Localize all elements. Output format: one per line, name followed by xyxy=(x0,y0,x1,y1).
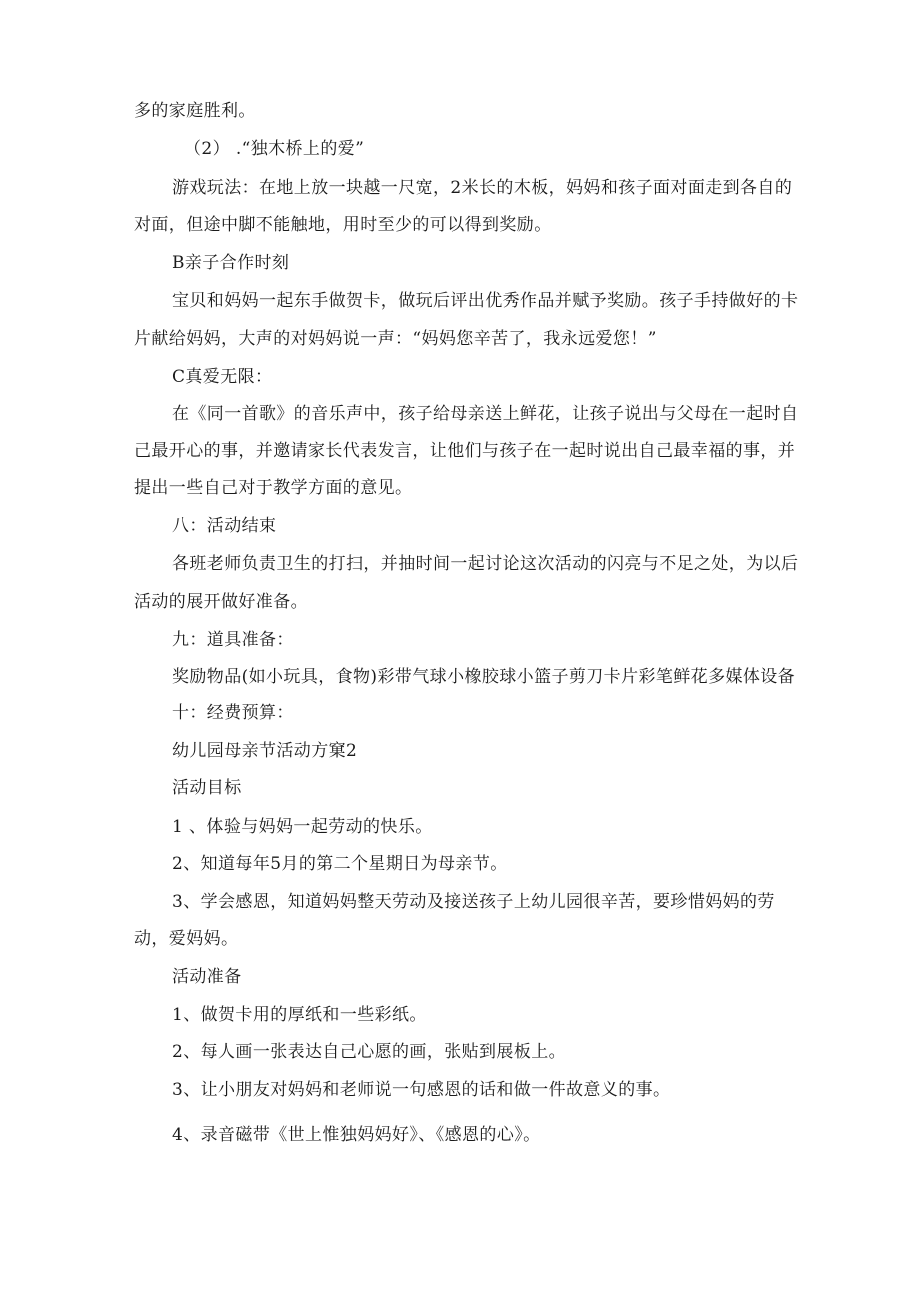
goal-2: 2、知道每年5月的第二个星期日为母亲节。 xyxy=(172,854,508,874)
line-continuation-family-win: 多的家庭胜利。 xyxy=(134,101,256,121)
game-rules-line-1: 游戏玩法：在地上放一块越一尺宽，2米长的木板，妈妈和孩子面对面走到各自的 xyxy=(172,178,793,198)
section-10-heading: 十：经费预算： xyxy=(172,703,294,723)
prep-4: 4、录音磁带《世上惟独妈妈好》、《感恩的心》。 xyxy=(172,1125,541,1145)
section-c-heading: C真爱无限： xyxy=(172,367,273,387)
section-b-line-1: 宝贝和妈妈一起东手做贺卡，做玩后评出优秀作品并赋予奖励。孩子手持做好的卡 xyxy=(172,291,799,311)
game-2-heading: （2） .“独木桥上的爱” xyxy=(184,139,365,159)
prep-2: 2、每人画一张表达自己心愿的画，张贴到展板上。 xyxy=(172,1042,567,1062)
goal-3-line-2: 动，爱妈妈。 xyxy=(134,929,239,949)
section-9-items: 奖励物品(如小玩具，食物)彩带气球小橡胶球小篮子剪刀卡片彩笔鲜花多媒体设备 xyxy=(172,667,796,687)
section-9-heading: 九：道具准备： xyxy=(172,630,294,650)
goal-1: 1 、体验与妈妈一起劳动的快乐。 xyxy=(172,817,433,837)
section-c-line-1: 在《同一首歌》的音乐声中，孩子给母亲送上鲜花，让孩子说出与父母在一起时自 xyxy=(172,404,799,424)
section-c-line-3: 提出一些自己对于教学方面的意见。 xyxy=(134,478,413,498)
game-rules-line-2: 对面，但途中脚不能触地，用时至少的可以得到奖励。 xyxy=(134,215,552,235)
section-8-heading: 八：活动结束 xyxy=(172,516,277,536)
prep-1: 1、做贺卡用的厚纸和一些彩纸。 xyxy=(172,1005,427,1025)
section-8-line-2: 活动的展开做好准备。 xyxy=(134,592,308,612)
prep-3: 3、让小朋友对妈妈和老师说一句感恩的话和做一件故意义的事。 xyxy=(172,1080,671,1100)
plan-2-title: 幼儿园母亲节活动方窠2 xyxy=(172,741,358,761)
goal-3-line-1: 3、学会感恩，知道妈妈整天劳动及接送孩子上幼儿园很辛苦，要珍惜妈妈的劳 xyxy=(172,892,775,912)
section-b-line-2: 片献给妈妈，大声的对妈妈说一声：“妈妈您辛苦了，我永远爱您！” xyxy=(134,329,657,349)
section-c-line-2: 己最开心的事，并邀请家长代表发言，让他们与孩子在一起时说出自己最幸福的事，并 xyxy=(134,441,796,461)
section-8-line-1: 各班老师负责卫生的打扫，并抽时间一起讨论这次活动的闪亮与不足之处，为以后 xyxy=(172,554,799,574)
section-b-heading: B亲子合作时刻 xyxy=(172,253,290,273)
activity-prep-heading: 活动准备 xyxy=(172,967,242,987)
activity-goals-heading: 活动目标 xyxy=(172,778,242,798)
